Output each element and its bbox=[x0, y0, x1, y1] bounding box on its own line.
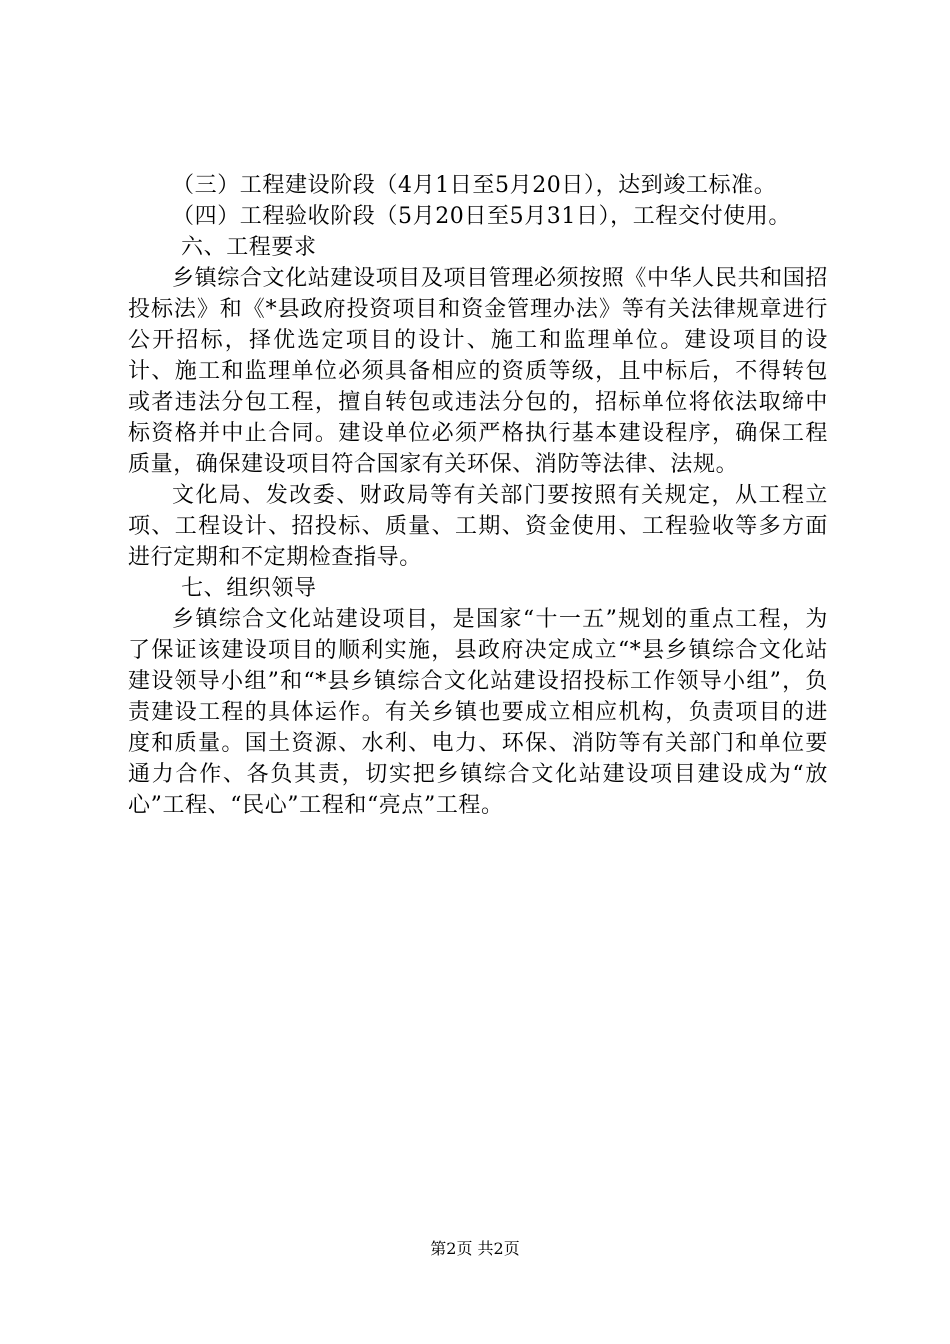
paragraph-stage-4: （四）工程验收阶段（5月20日至5月31日），工程交付使用。 bbox=[172, 204, 791, 229]
paragraph-stage-3: （三）工程建设阶段（4月1日至5月20日），达到竣工标准。 bbox=[172, 173, 777, 198]
section-heading-requirements: 六、工程要求 bbox=[181, 235, 317, 260]
paragraph-requirements-1: 乡镇综合文化站建设项目及项目管理必须按照《中华人民共和国招投标法》和《*县政府投资项目和资金管理办法》等有关法律规章进行公开招标，择优选定项目的设计、施工和监理单位。建设项目的设计、施工和监理单位必须具备相应的资质等级，且中标后，不得转包或者违法分包工程，擅自转包或违法分包的，招标单位将依法取缔中标资格并中止合同。建设单位必须严格执行基本建设程序，确保工程质量，确保建设项目符合国家有关环保、消防等法律、法规。 bbox=[128, 266, 828, 477]
document-body bbox=[128, 170, 828, 821]
section-heading-leadership: 七、组织领导 bbox=[181, 576, 317, 601]
paragraph-requirements-2: 文化局、发改委、财政局等有关部门要按照有关规定，从工程立项、工程设计、招投标、质量、工期、资金使用、工程验收等多方面进行定期和不定期检查指导。 bbox=[128, 483, 828, 570]
paragraph-leadership: 乡镇综合文化站建设项目，是国家“十一五”规划的重点工程，为了保证该建设项目的顺利实施，县政府决定成立“*县乡镇综合文化站建设领导小组”和“*县乡镇综合文化站建设招投标工作领导小组”，负责建设工程的具体运作。有关乡镇也要成立相应机构，负责项目的进度和质量。国土资源、水利、电力、环保、消防等有关部门和单位要通力合作、各负其责，切实把乡镇综合文化站建设项目建设成为“放心”工程、“民心”工程和“亮点”工程。 bbox=[128, 607, 828, 818]
page-number-footer: 第2页 共2页 bbox=[430, 1239, 520, 1258]
